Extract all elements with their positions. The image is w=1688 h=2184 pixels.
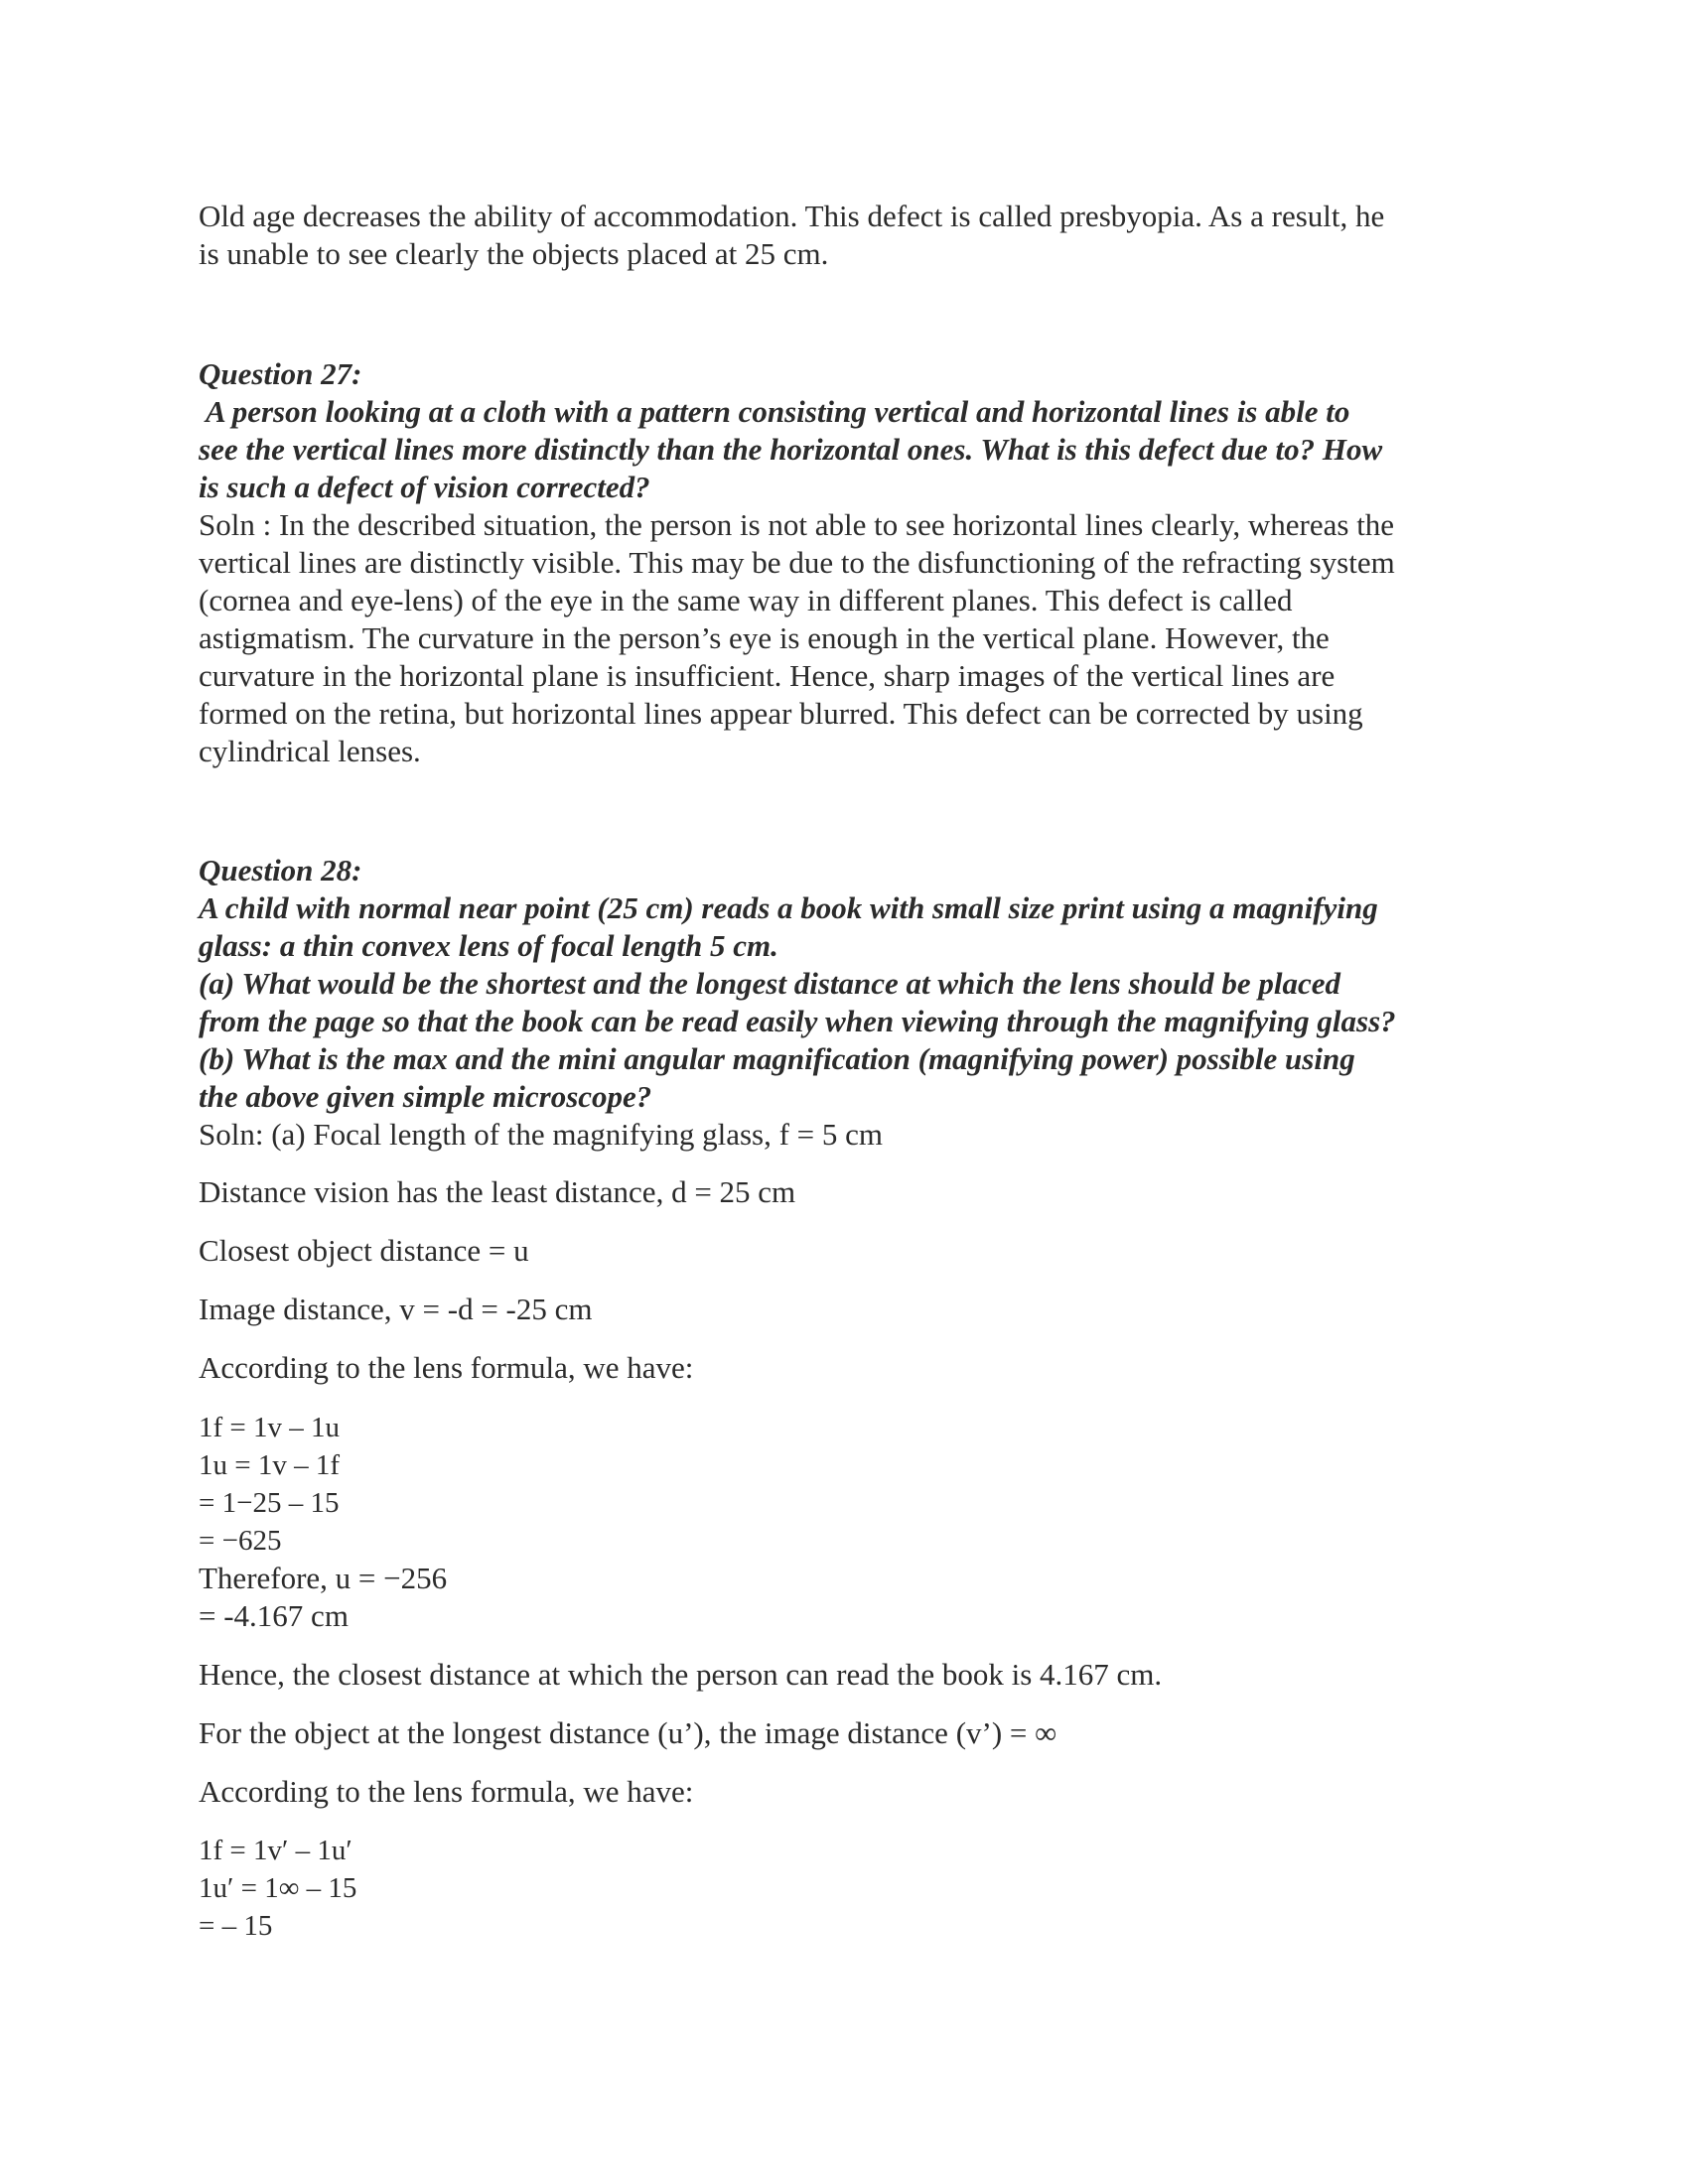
formula-1-line-3: = 1−25 – 15 — [199, 1487, 340, 1519]
solution-27-line-7: cylindrical lenses. — [199, 734, 421, 768]
solution-28-image-distance: Image distance, v = -d = -25 cm — [199, 1292, 593, 1326]
question-28-text-line-5: (b) What is the max and the mini angular magnification (magnifying power) possible using — [199, 1041, 1355, 1076]
therefore-line: Therefore, u = −256 — [199, 1561, 448, 1595]
question-28-title: Question 28: — [199, 853, 362, 887]
solution-28-closest-object: Closest object distance = u — [199, 1233, 529, 1268]
question-28-text-line-3: (a) What would be the shortest and the longest distance at which the lens should be placed — [199, 966, 1340, 1001]
question-27-text-line-3: is such a defect of vision corrected? — [199, 470, 650, 504]
closest-distance-conclusion: Hence, the closest distance at which the person can read the book is 4.167 cm. — [199, 1657, 1163, 1692]
result-line: = -4.167 cm — [199, 1598, 349, 1633]
solution-28-focal-length: Soln: (a) Focal length of the magnifying glass, f = 5 cm — [199, 1117, 884, 1152]
question-28-text-line-6: the above given simple microscope? — [199, 1079, 652, 1114]
solution-28-lens-formula-intro: According to the lens formula, we have: — [199, 1350, 694, 1385]
question-28-text-line-1: A child with normal near point (25 cm) reads a book with small size print using a magnifying — [199, 890, 1378, 925]
solution-27-line-4: astigmatism. The curvature in the person’s eye is enough in the vertical plane. However, the — [199, 620, 1330, 655]
formula-2-line-2: 1u′ = 1∞ – 15 — [199, 1872, 357, 1904]
solution-27-line-2: vertical lines are distinctly visible. This may be due to the disfunctioning of the refracting system — [199, 545, 1395, 580]
formula-1-line-2: 1u = 1v – 1f — [199, 1449, 341, 1481]
solution-28-least-distance: Distance vision has the least distance, d = 25 cm — [199, 1174, 796, 1209]
intro-line-2: is unable to see clearly the objects placed at 25 cm. — [199, 236, 829, 271]
solution-27-line-5: curvature in the horizontal plane is insufficient. Hence, sharp images of the vertical lines are — [199, 658, 1336, 693]
formula-2-line-3: = – 15 — [199, 1910, 273, 1942]
question-27-text-line-1: A person looking at a cloth with a pattern consisting vertical and horizontal lines is able to — [206, 394, 1350, 429]
intro-line-1: Old age decreases the ability of accommodation. This defect is called presbyopia. As a result, he — [199, 199, 1385, 233]
solution-27-line-6: formed on the retina, but horizontal lines appear blurred. This defect can be corrected by using — [199, 696, 1363, 731]
formula-1-line-1: 1f = 1v – 1u — [199, 1412, 341, 1443]
lens-formula-intro-2: According to the lens formula, we have: — [199, 1774, 694, 1809]
solution-27-line-1: Soln : In the described situation, the person is not able to see horizontal lines clearly, whereas the — [199, 507, 1395, 542]
formula-1-line-4: = −625 — [199, 1525, 282, 1557]
formula-2-line-1: 1f = 1v′ – 1u′ — [199, 1835, 352, 1866]
longest-distance-intro: For the object at the longest distance (u’), the image distance (v’) = ∞ — [199, 1715, 1057, 1750]
question-27-title: Question 27: — [199, 356, 362, 391]
solution-27-line-3: (cornea and eye-lens) of the eye in the same way in different planes. This defect is called — [199, 583, 1293, 617]
question-28-text-line-4: from the page so that the book can be read easily when viewing through the magnifying glass? — [199, 1004, 1396, 1038]
question-27-text-line-2: see the vertical lines more distinctly than the horizontal ones. What is this defect due to? How — [199, 432, 1383, 467]
question-28-text-line-2: glass: a thin convex lens of focal length 5 cm. — [199, 928, 778, 963]
